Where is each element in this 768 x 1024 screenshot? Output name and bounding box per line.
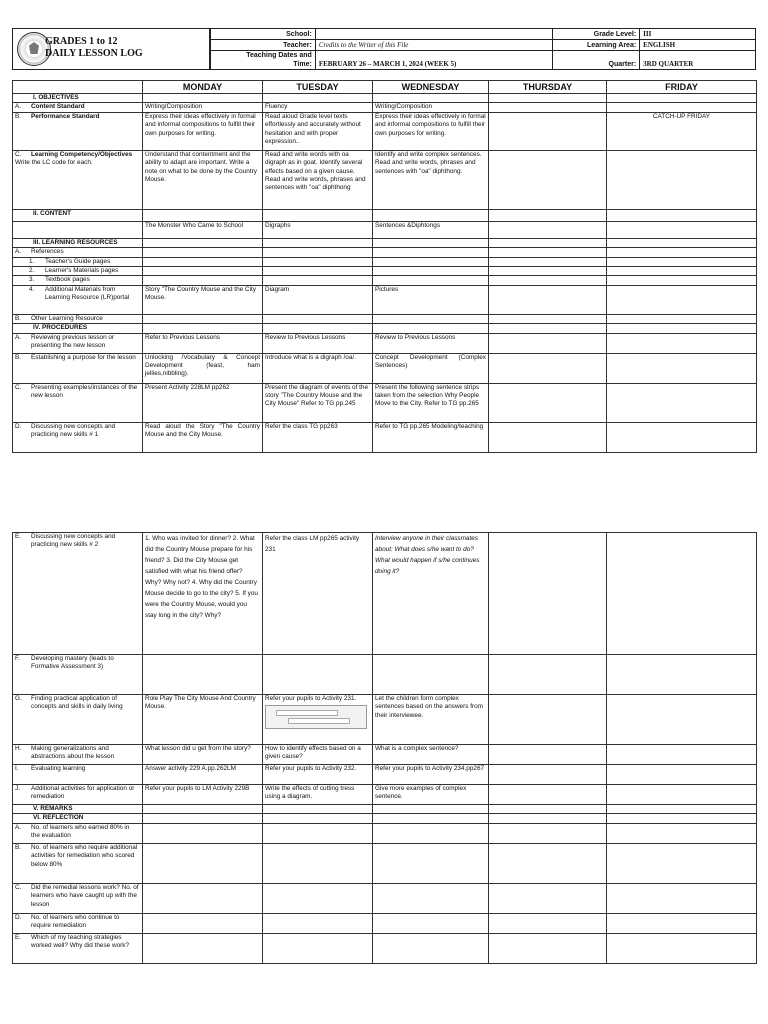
empty-cell (489, 324, 607, 333)
section-row (13, 209, 757, 221)
day-cell-monday (143, 655, 263, 695)
day-cell-friday (607, 314, 757, 323)
row-label-cell (13, 655, 143, 695)
row-number: A. (15, 248, 22, 256)
day-cell-tuesday (263, 655, 373, 695)
day-cell-wednesday: Give more examples of complex sentence. (373, 785, 489, 805)
day-cell-thursday (489, 314, 607, 323)
day-header-row (13, 81, 757, 94)
row-number: F. (15, 655, 20, 662)
day-cell-thursday (489, 883, 607, 913)
empty-cell (263, 209, 373, 221)
school-value (315, 29, 553, 40)
table-row (13, 150, 757, 209)
table-row (13, 913, 757, 933)
day-cell-wednesday (373, 655, 489, 695)
grade-level-label: Grade Level: (553, 29, 640, 40)
day-cell-friday (607, 823, 757, 843)
row-label-cell (13, 745, 143, 765)
empty-cell (373, 94, 489, 103)
day-cell-thursday (489, 823, 607, 843)
day-cell-monday: Writing/Composition (143, 103, 263, 112)
day-cell-tuesday: Read aloud Grade level texts effortlessly and accurately without hesitation and with proper expression.. (263, 112, 373, 150)
title-line-1: GRADES 1 to 12 (45, 36, 118, 47)
table-row (13, 276, 757, 285)
activity-diagram-image (265, 705, 367, 729)
section-row (13, 805, 757, 814)
quarter-label: Quarter: (553, 51, 640, 70)
row-label: Which of my teaching strategies worked well? Why did these work? (31, 933, 130, 950)
table-row (13, 695, 757, 745)
quarter-value: 3RD QUARTER (640, 51, 756, 70)
row-number: A. (15, 823, 22, 831)
row-label-cell (13, 276, 143, 285)
day-cell-thursday (489, 112, 607, 150)
day-cell-tuesday: Read and write words with oa digraph as in goat. Identify several effects based on a given cause. Read and write words, phrases and sentences with "oa" diphthong (263, 150, 373, 209)
row-number: B. (15, 314, 22, 322)
row-number: D. (15, 422, 22, 430)
day-cell-thursday (489, 276, 607, 285)
day-cell-friday (607, 276, 757, 285)
table-row (13, 285, 757, 314)
row-label-cell (13, 843, 143, 883)
day-cell-thursday (489, 150, 607, 209)
teacher-value: Credits to the Writer of this File (315, 40, 553, 51)
row-number: C. (15, 883, 22, 891)
day-cell-thursday (489, 333, 607, 353)
day-cell-monday (143, 843, 263, 883)
row-label: Additional activities for application or remediation (31, 785, 135, 801)
row-label-cell (13, 422, 143, 452)
empty-cell (263, 94, 373, 103)
row-label: Performance Standard (31, 112, 100, 120)
day-cell-thursday (489, 248, 607, 257)
empty-cell (607, 814, 757, 823)
day-cell-friday (607, 267, 757, 276)
row-sublabel: Write the LC code for each. (15, 159, 93, 167)
empty-cell (489, 238, 607, 247)
row-label-cell (13, 883, 143, 913)
day-cell-wednesday: Refer to TG pp.265 Modeling/teaching (373, 422, 489, 452)
empty-cell (143, 805, 263, 814)
row-label: Learner's Materials pages (45, 267, 119, 275)
row-number: B. (15, 843, 22, 851)
table-row (13, 248, 757, 257)
teaching-dates-label (210, 51, 316, 70)
day-cell-friday (607, 383, 757, 422)
section-heading: IV. PROCEDURES (13, 324, 143, 333)
row-label-cell (13, 221, 143, 238)
day-header-wednesday: WEDNESDAY (373, 81, 489, 94)
row-number: D. (15, 913, 22, 921)
day-cell-friday (607, 785, 757, 805)
table-row (13, 422, 757, 452)
day-cell-wednesday (373, 843, 489, 883)
empty-cell (263, 238, 373, 247)
school-label: School: (210, 29, 316, 40)
day-cell-monday: Unlocking /Vocabulary & Concept Development (feast, ham jellies,nibbling). (143, 353, 263, 383)
day-cell-wednesday: Present the following sentence strips taken from the selection Why People Move to the City. Refer to TG pp.265 (373, 383, 489, 422)
empty-cell (607, 209, 757, 221)
day-cell-wednesday: Identify and write complex sentences. Read and write words, phrases and sentences with "oa" diphthong. (373, 150, 489, 209)
empty-cell (607, 805, 757, 814)
day-cell-tuesday: Diagram (263, 285, 373, 314)
row-number: C. (15, 150, 22, 158)
empty-cell (489, 209, 607, 221)
day-cell-wednesday (373, 257, 489, 266)
day-cell-friday (607, 221, 757, 238)
day-cell-monday: Understand that contentment and the ability to adapt are important. Write a note on what to be done by the Country Mouse. (143, 150, 263, 209)
teaching-dates-label-line-1: Teaching Dates and (246, 52, 312, 59)
day-header-friday: FRIDAY (607, 81, 757, 94)
table-row (13, 823, 757, 843)
corner-cell (13, 81, 143, 94)
day-cell-monday (143, 823, 263, 843)
day-cell-friday (607, 843, 757, 883)
table-row (13, 655, 757, 695)
table-row (13, 883, 757, 913)
day-cell-tuesday: Introduce what is a digraph /oa/. (263, 353, 373, 383)
row-number: A. (15, 333, 22, 341)
day-cell-thursday (489, 913, 607, 933)
day-cell-friday (607, 353, 757, 383)
row-number: A. (15, 103, 22, 111)
day-cell-thursday (489, 221, 607, 238)
row-label-cell (13, 314, 143, 323)
title-line-2: DAILY LESSON LOG (45, 48, 143, 59)
row-label: Teacher's Guide pages (45, 257, 111, 265)
section-row (13, 238, 757, 247)
empty-cell (607, 238, 757, 247)
day-cell-wednesday (373, 276, 489, 285)
row-label: Other Learning Resource (31, 314, 103, 322)
day-cell-thursday (489, 533, 607, 655)
table-row (13, 314, 757, 323)
row-label-cell (13, 823, 143, 843)
day-cell-thursday (489, 422, 607, 452)
empty-cell (489, 805, 607, 814)
day-cell-thursday (489, 695, 607, 745)
day-cell-wednesday (373, 314, 489, 323)
row-label-cell (13, 333, 143, 353)
day-cell-wednesday: Express their ideas effectively in formal and informal compositions to fulfill their own purposes for writing. (373, 112, 489, 150)
empty-cell (373, 805, 489, 814)
day-cell-monday (143, 883, 263, 913)
row-label: Content Standard (31, 103, 85, 111)
day-cell-wednesday (373, 913, 489, 933)
day-cell-tuesday: How to identify effects based on a given cause? (263, 745, 373, 765)
day-cell-monday: The Monster Who Came to School (143, 221, 263, 238)
log-title (45, 36, 143, 60)
day-cell-friday: CATCH-UP FRIDAY (607, 112, 757, 150)
day-cell-tuesday: Write the effects of cutting tress using a diagram. (263, 785, 373, 805)
row-label-cell (13, 257, 143, 266)
empty-cell (143, 238, 263, 247)
row-number: 3. (29, 276, 35, 284)
row-number: H. (15, 745, 22, 752)
day-cell-monday: Read aloud the Story "The Country Mouse and the City Mouse. (143, 422, 263, 452)
empty-cell (263, 805, 373, 814)
table-row (13, 745, 757, 765)
row-label-cell (13, 785, 143, 805)
day-cell-tuesday: Fluency (263, 103, 373, 112)
section-row (13, 814, 757, 823)
table-row (13, 221, 757, 238)
day-cell-thursday (489, 103, 607, 112)
day-cell-thursday (489, 785, 607, 805)
teaching-dates-label-line-2: Time: (293, 61, 312, 68)
empty-cell (143, 209, 263, 221)
day-cell-monday (143, 248, 263, 257)
day-cell-tuesday (263, 913, 373, 933)
day-cell-thursday (489, 353, 607, 383)
day-cell-thursday (489, 257, 607, 266)
teaching-dates-value: FEBRUARY 26 – MARCH 1, 2024 (WEEK 5) (315, 51, 553, 70)
section-heading: VI. REFLECTION (13, 814, 143, 823)
day-cell-monday: Refer to Previous Lessons (143, 333, 263, 353)
day-cell-wednesday (373, 823, 489, 843)
day-cell-monday: Express their ideas effectively in formal and informal compositions to fulfill their own purposes for writing. (143, 112, 263, 150)
row-label: Learning Competency/Objectives (31, 150, 133, 158)
row-label: No. of learners who continue to require remediation (31, 913, 120, 930)
day-cell-tuesday (263, 823, 373, 843)
row-label-cell (13, 765, 143, 785)
day-cell-thursday (489, 933, 607, 963)
day-cell-thursday (489, 765, 607, 785)
day-cell-monday: What lesson did u get from the story? (143, 745, 263, 765)
row-label: Additional Materials from Learning Resource (LR)portal (45, 285, 130, 302)
day-cell-wednesday: Interview anyone in their classmates about: What does s/he want to do? What would happen if s/he continues doing it? (373, 533, 489, 655)
day-cell-wednesday: Pictures (373, 285, 489, 314)
day-cell-monday (143, 314, 263, 323)
empty-cell (263, 324, 373, 333)
row-label: No. of learners who earned 80% in the evaluation (31, 823, 130, 840)
day-cell-thursday (489, 655, 607, 695)
day-cell-wednesday (373, 248, 489, 257)
row-label-cell (13, 112, 143, 150)
day-cell-thursday (489, 745, 607, 765)
row-label-cell (13, 353, 143, 383)
day-cell-friday (607, 933, 757, 963)
day-cell-friday (607, 103, 757, 112)
day-cell-tuesday (263, 248, 373, 257)
section-heading: II. CONTENT (13, 209, 143, 221)
table-row (13, 533, 757, 655)
row-label-cell (13, 150, 143, 209)
day-cell-tuesday (263, 843, 373, 883)
row-label-cell (13, 913, 143, 933)
day-cell-wednesday: Let the children form complex sentences based on the answers from their interviewee. (373, 695, 489, 745)
day-cell-thursday (489, 267, 607, 276)
day-cell-thursday (489, 285, 607, 314)
row-label: Finding practical application of concepts and skills in daily living (31, 695, 123, 711)
table-row (13, 353, 757, 383)
day-cell-monday (143, 257, 263, 266)
day-header-thursday: THURSDAY (489, 81, 607, 94)
row-number: I. (15, 765, 19, 772)
table-row (13, 843, 757, 883)
row-label-cell (13, 103, 143, 112)
empty-cell (489, 94, 607, 103)
day-cell-friday (607, 655, 757, 695)
table-row (13, 103, 757, 112)
row-label-cell (13, 285, 143, 314)
day-cell-friday (607, 285, 757, 314)
section-row (13, 94, 757, 103)
row-label-cell (13, 695, 143, 745)
day-cell-wednesday: What is a complex sentence? (373, 745, 489, 765)
day-cell-monday: Answer activity 229 A.pp.262LM (143, 765, 263, 785)
day-cell-tuesday: Refer your pupils to Activity 232. (263, 765, 373, 785)
learning-area-label: Learning Area: (553, 40, 640, 51)
empty-cell (607, 324, 757, 333)
day-cell-monday: Story "The Country Mouse and the City Mouse. (143, 285, 263, 314)
day-cell-thursday (489, 843, 607, 883)
day-cell-wednesday: Concept Development (Complex Sentences) (373, 353, 489, 383)
day-cell-wednesday: Refer your pupils to Activity 234.pp267 (373, 765, 489, 785)
day-cell-tuesday: Review to Previous Lessons (263, 333, 373, 353)
day-cell-friday (607, 333, 757, 353)
table-row (13, 933, 757, 963)
table-row (13, 333, 757, 353)
row-label: Establishing a purpose for the lesson (31, 353, 136, 361)
lesson-log-header (12, 28, 756, 72)
day-cell-monday: Refer your pupils to LM Activity 229B (143, 785, 263, 805)
day-cell-wednesday: Sentences &Diphtongs (373, 221, 489, 238)
empty-cell (373, 209, 489, 221)
day-cell-friday (607, 533, 757, 655)
day-cell-tuesday: Digraphs (263, 221, 373, 238)
row-number: E. (15, 533, 22, 540)
empty-cell (373, 238, 489, 247)
table-row (13, 267, 757, 276)
row-label: Discussing new concepts and practicing new skills # 2 (31, 533, 116, 549)
day-cell-wednesday (373, 883, 489, 913)
day-cell-tuesday (263, 257, 373, 266)
row-label: Reviewing previous lesson or presenting the new lesson (31, 333, 115, 350)
row-label: References (31, 248, 64, 256)
empty-cell (489, 814, 607, 823)
empty-cell (143, 814, 263, 823)
day-cell-friday (607, 150, 757, 209)
row-number: G. (15, 695, 22, 702)
day-cell-friday (607, 695, 757, 745)
empty-cell (607, 94, 757, 103)
section-row (13, 324, 757, 333)
learning-area-value: ENGLISH (640, 40, 756, 51)
row-label-cell (13, 267, 143, 276)
row-number: B. (15, 353, 22, 361)
day-cell-tuesday (263, 314, 373, 323)
section-heading: III. LEARNING RESOURCES (13, 238, 143, 247)
day-cell-monday (143, 913, 263, 933)
row-label: Textbook pages (45, 276, 90, 284)
empty-cell (143, 324, 263, 333)
empty-cell (143, 94, 263, 103)
day-cell-friday (607, 883, 757, 913)
table-row (13, 257, 757, 266)
day-cell-friday (607, 257, 757, 266)
row-label: Developing mastery (leads to Formative Assessment 3) (31, 655, 114, 671)
row-label: Did the remedial lessons work? No. of learners who have caught up with the lesson (31, 883, 139, 908)
lesson-log-table-part-1 (12, 80, 757, 453)
day-cell-tuesday: Refer the class LM pp265 activity 231 (263, 533, 373, 655)
row-label: No. of learners who require additional activities for remediation who scored below 80% (31, 843, 138, 868)
empty-cell (263, 814, 373, 823)
day-cell-thursday (489, 383, 607, 422)
day-cell-monday (143, 267, 263, 276)
row-label-cell (13, 248, 143, 257)
day-cell-wednesday: Writing/Composition (373, 103, 489, 112)
day-cell-tuesday: Refer the class TG pp263 (263, 422, 373, 452)
teacher-label: Teacher: (210, 40, 316, 51)
day-cell-monday: Role Play The City Mouse And Country Mouse. (143, 695, 263, 745)
day-cell-tuesday: Refer your pupils to Activity 231. (263, 695, 373, 745)
empty-cell (373, 814, 489, 823)
row-label-cell (13, 533, 143, 655)
row-number: 2. (29, 267, 35, 275)
day-cell-monday: 1. Who was invited for dinner? 2. What did the Country Mouse prepare for his friend? 3. Did the City Mouse get satisfied with what his friend offer? Why? Why not? 4. Why did the Country Mouse decide to go to the city? 5. If you were the Country Mouse, would you stay long in the city? Why? (143, 533, 263, 655)
row-number: C. (15, 383, 22, 391)
day-cell-tuesday (263, 933, 373, 963)
row-label-cell (13, 933, 143, 963)
row-number: E. (15, 933, 22, 941)
row-label: Evaluating learning (31, 765, 86, 772)
day-cell-wednesday (373, 933, 489, 963)
header-info-table (209, 28, 756, 70)
day-header-tuesday: TUESDAY (263, 81, 373, 94)
row-label-cell (13, 383, 143, 422)
day-cell-friday (607, 765, 757, 785)
row-number: B. (15, 112, 22, 120)
table-row (13, 112, 757, 150)
table-row (13, 765, 757, 785)
table-row (13, 383, 757, 422)
day-cell-friday (607, 422, 757, 452)
day-cell-tuesday (263, 267, 373, 276)
row-number: 4. (29, 285, 35, 293)
day-cell-wednesday: Review to Previous Lessons (373, 333, 489, 353)
title-block (12, 28, 211, 70)
section-heading: V. REMARKS (13, 805, 143, 814)
day-cell-tuesday: Present the diagram of events of the story "The Country Mouse and the City Mouse" Refer to TG pp.245 (263, 383, 373, 422)
day-cell-friday (607, 248, 757, 257)
row-label: Presenting examples/instances of the new lesson (31, 383, 138, 400)
day-cell-friday (607, 745, 757, 765)
day-cell-tuesday (263, 883, 373, 913)
empty-cell (373, 324, 489, 333)
row-number: J. (15, 785, 20, 792)
table-row (13, 785, 757, 805)
row-label: Making generalizations and abstractions about the lesson (31, 745, 115, 761)
day-cell-monday: Present Activity 228LM pp262 (143, 383, 263, 422)
section-heading: I. OBJECTIVES (13, 94, 143, 103)
row-label: Discussing new concepts and practicing new skills # 1 (31, 422, 116, 439)
day-cell-wednesday (373, 267, 489, 276)
day-header-monday: MONDAY (143, 81, 263, 94)
grade-level-value: III (640, 29, 756, 40)
row-number: 1. (29, 257, 35, 265)
day-cell-monday (143, 933, 263, 963)
day-cell-friday (607, 913, 757, 933)
day-cell-tuesday (263, 276, 373, 285)
day-cell-monday (143, 276, 263, 285)
lesson-log-table-part-2 (12, 532, 757, 964)
